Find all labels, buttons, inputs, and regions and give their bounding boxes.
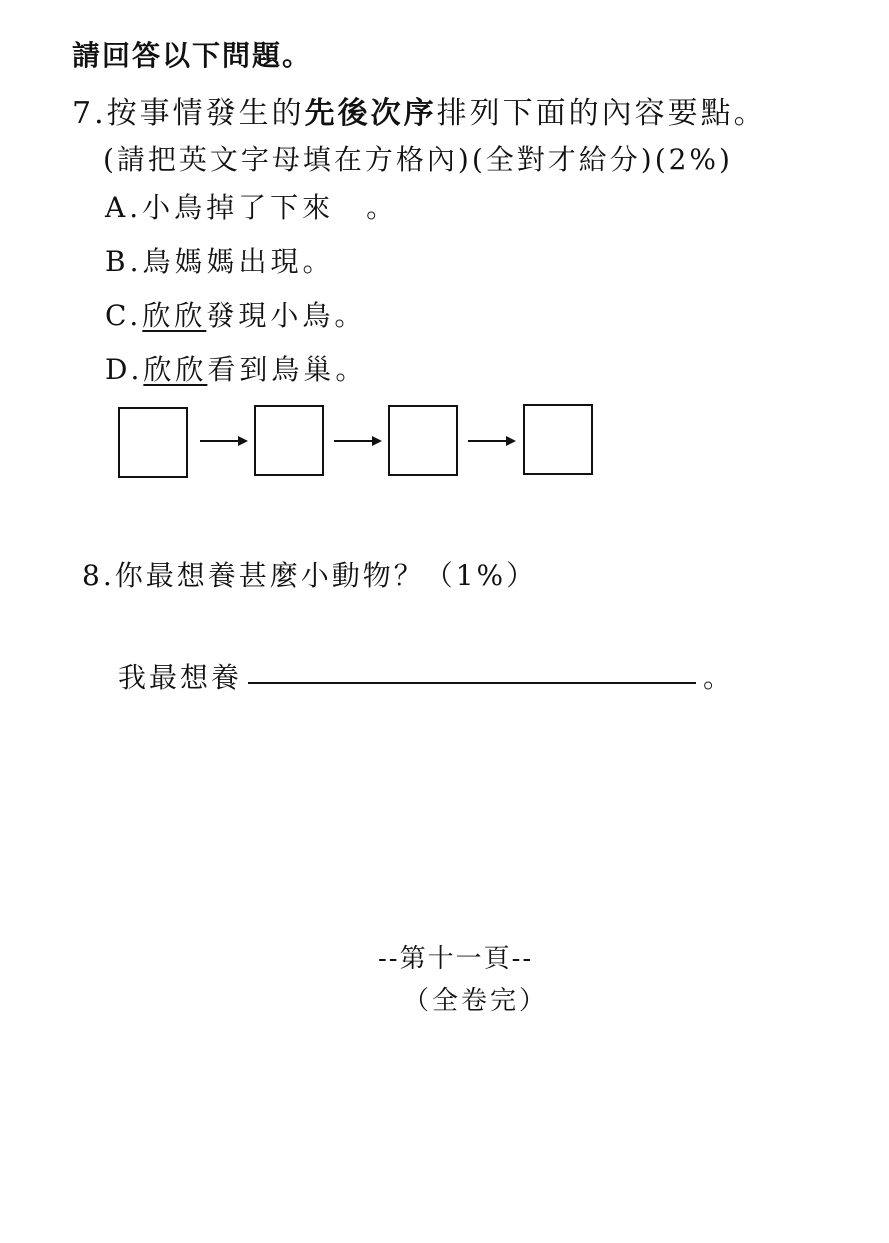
option-letter: A. (105, 191, 143, 224)
q7-text-before: 按事情發生的 (106, 96, 305, 131)
option-letter: B. (105, 245, 143, 278)
answer-box-1[interactable] (118, 407, 188, 478)
q7-bold-text: 先後次序 (304, 96, 437, 131)
option-text: 鳥媽媽出現。 (142, 245, 335, 278)
arrow-right-icon (334, 434, 382, 448)
question-7 (72, 88, 767, 132)
option-c (105, 294, 366, 334)
option-b (105, 240, 335, 280)
option-d (105, 348, 367, 388)
arrow-right-icon (200, 434, 248, 448)
question-8: 8.你最想養甚麼小動物？（1%） (82, 559, 538, 592)
q7-text-after: 排列下面的內容要點。 (436, 96, 767, 131)
instruction-heading: 請回答以下問題。 (72, 39, 313, 72)
end-of-paper: （全卷完） (403, 986, 549, 1016)
answer-box-2[interactable] (254, 405, 324, 476)
option-letter: C. (105, 299, 143, 332)
option-text: 發現小鳥。 (206, 299, 367, 332)
option-a (105, 186, 398, 226)
option-underlined: 欣欣 (143, 353, 208, 386)
q8-answer-suffix: 。 (703, 661, 732, 694)
option-text: 小鳥掉了下來 。 (142, 191, 399, 224)
arrow-right-icon (468, 434, 516, 448)
page-number: --第十一頁-- (378, 944, 534, 974)
option-underlined: 欣欣 (142, 299, 207, 332)
q7-note: (請把英文字母填在方格內)(全對才給分)(2%) (103, 143, 733, 176)
q8-answer-prefix: 我最想養 (118, 661, 243, 694)
answer-box-4[interactable] (523, 404, 593, 475)
option-text: 看到鳥巢。 (207, 353, 368, 386)
option-letter: D. (105, 353, 144, 386)
q7-number: 7. (72, 96, 107, 131)
q8-answer-line[interactable] (248, 682, 696, 684)
answer-box-3[interactable] (388, 405, 458, 476)
